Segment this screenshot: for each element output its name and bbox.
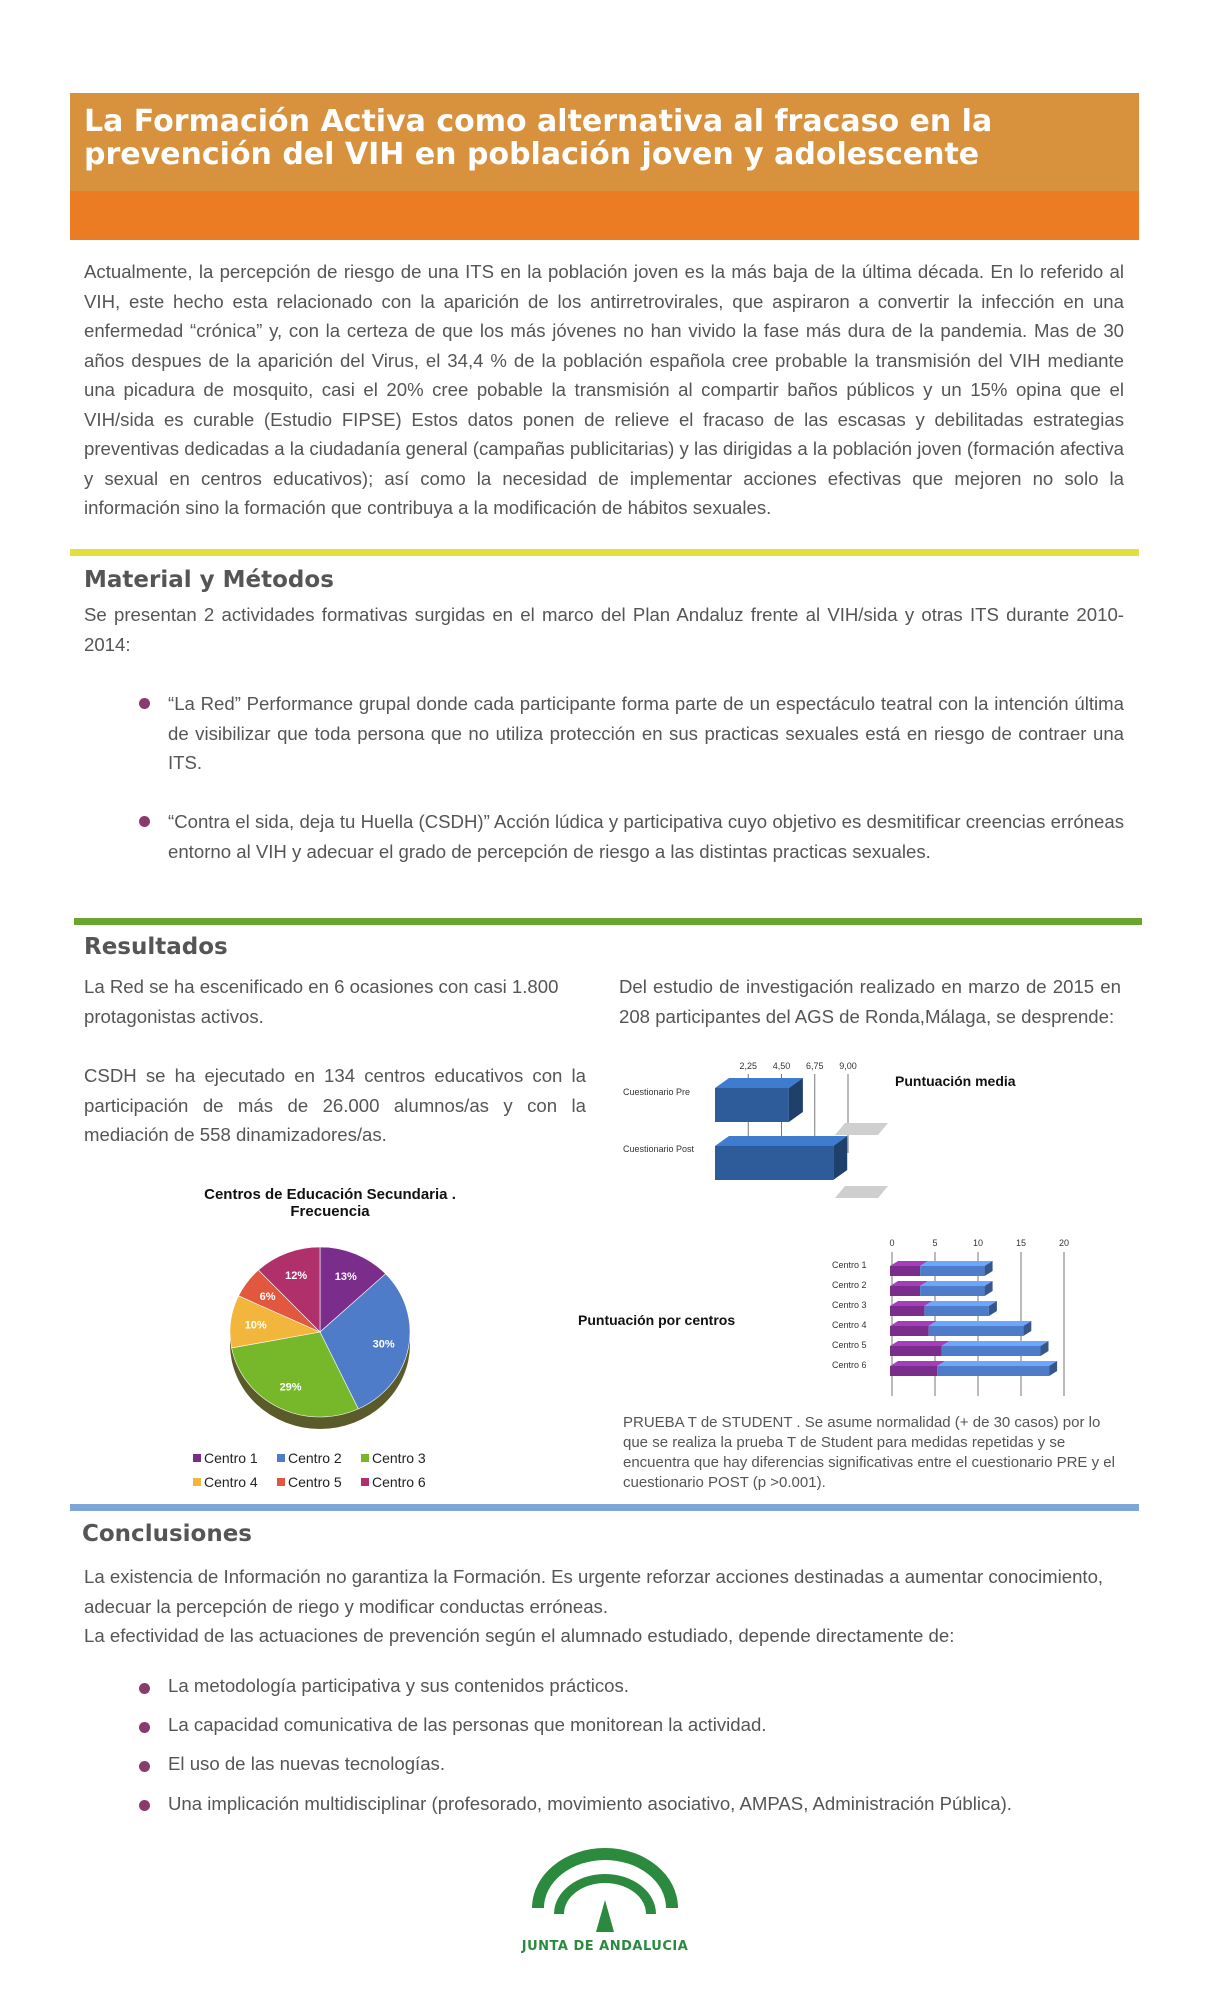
methods-bullet-2: “Contra el sida, deja tu Huella (CSDH)” Acción lúdica y participativa cuyo objetivo es desmitificar creencias erróneas entorno al VIH y adecuar el grado de percepción de riesgo a las distintas practicas sexuales. bbox=[168, 811, 1124, 862]
bar-segment bbox=[937, 1366, 1049, 1376]
legend-swatch bbox=[193, 1478, 201, 1486]
legend-swatch bbox=[277, 1478, 285, 1486]
legend-item bbox=[193, 1474, 258, 1490]
bullet-icon bbox=[139, 816, 150, 827]
legend-item bbox=[193, 1450, 258, 1466]
conclusion-bullet-1: La metodología participativa y sus contenidos prácticos. bbox=[168, 1675, 629, 1696]
x-tick-label: 0 bbox=[889, 1238, 895, 1248]
bullet-icon bbox=[139, 1800, 150, 1811]
category-label: Centro 4 bbox=[832, 1320, 867, 1330]
conclusions-text-1: La existencia de Información no garantiza la Formación. Es urgente reforzar acciones destinadas a aumentar conocimiento, adecuar la percepción de riego y modificar conductas erróneas. bbox=[84, 1566, 1104, 1617]
pie-legend bbox=[193, 1450, 453, 1494]
section-divider-methods bbox=[70, 549, 1139, 556]
bar-shadow bbox=[835, 1186, 888, 1198]
bar bbox=[715, 1088, 789, 1122]
legend-swatch bbox=[361, 1454, 369, 1462]
bar-segment bbox=[890, 1326, 929, 1336]
methods-intro: Se presentan 2 actividades formativas surgidas en el marco del Plan Andaluz frente al VIH/sida y otras ITS durante 2010-2014: bbox=[84, 604, 1124, 655]
conclusion-bullet-3: El uso de las nuevas tecnologías. bbox=[168, 1753, 446, 1774]
legend-item bbox=[361, 1474, 426, 1490]
bar-top bbox=[890, 1361, 945, 1366]
x-tick-label: 10 bbox=[972, 1238, 984, 1248]
bar-top bbox=[715, 1136, 847, 1146]
legend-label: Centro 2 bbox=[288, 1450, 342, 1466]
bar-segment bbox=[920, 1266, 985, 1276]
legend-item bbox=[277, 1474, 342, 1490]
x-tick-label: 9,00 bbox=[839, 1061, 857, 1071]
x-tick-label: 4,50 bbox=[772, 1061, 791, 1071]
t-test-note: PRUEBA T de STUDENT . Se asume normalidad (+ de 30 casos) por lo que se realiza la prueba T de Student para medidas repetidas y se encuentra que hay diferencias significativas entre el cuestionario PRE y el cuestionario POST (p >0.001). bbox=[623, 1414, 1115, 1491]
bar-segment bbox=[890, 1306, 924, 1316]
bar-chart-media-title: Puntuación media bbox=[895, 1073, 1016, 1089]
x-tick-label: 15 bbox=[1015, 1238, 1027, 1248]
methods-title: Material y Métodos bbox=[84, 567, 334, 593]
pie-data-label: 12% bbox=[285, 1270, 308, 1283]
conclusions-text bbox=[84, 1562, 1124, 1651]
category-label: Centro 6 bbox=[832, 1360, 867, 1370]
bar-chart-centros-title: Puntuación por centros bbox=[578, 1312, 736, 1328]
category-label: Cuestionario Pre bbox=[623, 1087, 691, 1097]
page-title: La Formación Activa como alternativa al fracaso en la prevención del VIH en población joven y adolescente bbox=[84, 104, 993, 172]
intro-paragraph: Actualmente, la percepción de riesgo de una ITS en la población joven es la más baja de la última década. En lo referido al VIH, este hecho esta relacionado con la aparición de los antirretrovirales, que aspiraron a convertir la infección en una enfermedad “crónica” y, con la certeza de que los más jóvenes no han vivido la fase más dura de la pandemia. Mas de 30 años despues de la aparición del Virus, el 34,4 % de la población española cree probable la transmisión del VIH mediante una picadura de mosquito, casi el 20% cree pobable la transmisión al compartir baños públicos y un 15% opina que el VIH/sida es curable (Estudio FIPSE) Estos datos ponen de relieve el fracaso de las escasas y debilitadas estrategias preventivas dedicadas a la ciudadanía general (campañas publicitarias) y las dirigidas a la población joven (formación afectiva y sexual en centros educativos); así como la necesidad de implementar acciones efectivas que mejoren no solo la información sino la formación que contribuya a la modificación de hábitos sexuales. bbox=[84, 261, 1124, 518]
bar-segment bbox=[924, 1306, 989, 1316]
results-title: Resultados bbox=[84, 934, 228, 960]
bar-segment bbox=[920, 1286, 985, 1296]
x-tick-label: 5 bbox=[932, 1238, 938, 1248]
legend-swatch bbox=[193, 1454, 201, 1462]
legend-label: Centro 6 bbox=[372, 1474, 426, 1490]
bar-segment bbox=[890, 1346, 942, 1356]
legend-label: Centro 3 bbox=[372, 1450, 426, 1466]
bar-chart-media bbox=[620, 1058, 890, 1218]
bar-top bbox=[937, 1361, 1057, 1366]
logo-arch-icon bbox=[520, 1846, 690, 1938]
pie-data-label: 13% bbox=[334, 1270, 357, 1283]
logo-text: JUNTA DE ANDALUCIA bbox=[521, 1939, 689, 1954]
category-label: Cuestionario Post bbox=[623, 1144, 695, 1154]
bullet-icon bbox=[139, 698, 150, 709]
results-study: Del estudio de investigación realizado en marzo de 2015 en 208 participantes del AGS de Ronda,Málaga, se desprende: bbox=[619, 976, 1121, 1027]
bar-top bbox=[920, 1261, 993, 1266]
pie-chart bbox=[220, 1240, 420, 1440]
bar-segment bbox=[929, 1326, 1024, 1336]
results-la-red: La Red se ha escenificado en 6 ocasiones con casi 1.800 protagonistas activos. bbox=[84, 976, 559, 1027]
bar-top bbox=[890, 1321, 937, 1326]
pie-data-label: 6% bbox=[259, 1291, 276, 1304]
bullet-icon bbox=[139, 1761, 150, 1772]
x-tick-label: 6,75 bbox=[805, 1061, 824, 1071]
category-label: Centro 2 bbox=[832, 1280, 867, 1290]
results-csdh: CSDH se ha ejecutado en 134 centros educativos con la participación de más de 26.000 alumnos/as y con la mediación de 558 dinamizadores/as. bbox=[84, 1065, 586, 1145]
pie-data-label: 10% bbox=[244, 1319, 267, 1332]
bar-top bbox=[715, 1078, 803, 1088]
pie-chart-title: Centros de Educación Secundaria . Frecuencia bbox=[204, 1186, 456, 1220]
section-divider-results bbox=[74, 918, 1142, 925]
bar-segment bbox=[890, 1266, 920, 1276]
legend-label: Centro 1 bbox=[204, 1450, 258, 1466]
conclusion-bullet-2: La capacidad comunicativa de las personas que monitorean la actividad. bbox=[168, 1714, 767, 1735]
pie-data-label: 30% bbox=[372, 1338, 395, 1351]
methods-bullet-1: “La Red” Performance grupal donde cada participante forma parte de un espectáculo teatral con la intención última de visibilizar que toda persona que no utiliza protección en sus practicas sexuales está en riesgo de contraer una ITS. bbox=[168, 693, 1124, 773]
header-bottom-band bbox=[70, 191, 1139, 240]
bar-top bbox=[890, 1341, 950, 1346]
bullet-icon bbox=[139, 1722, 150, 1733]
bar-top bbox=[920, 1281, 993, 1286]
bar-segment bbox=[942, 1346, 1041, 1356]
legend-swatch bbox=[361, 1478, 369, 1486]
bar-top bbox=[942, 1341, 1049, 1346]
category-label: Centro 1 bbox=[832, 1260, 867, 1270]
bullet-icon bbox=[139, 1683, 150, 1694]
legend-label: Centro 5 bbox=[288, 1474, 342, 1490]
bar-shadow bbox=[835, 1123, 888, 1135]
legend-item bbox=[361, 1450, 426, 1466]
junta-andalucia-logo bbox=[520, 1846, 690, 1966]
bar-chart-centros bbox=[820, 1226, 1140, 1398]
section-divider-conclusions bbox=[70, 1504, 1139, 1511]
x-tick-label: 20 bbox=[1058, 1238, 1070, 1248]
bar bbox=[715, 1146, 833, 1180]
x-tick-label: 2,25 bbox=[739, 1061, 758, 1071]
category-label: Centro 5 bbox=[832, 1340, 867, 1350]
bar-segment bbox=[890, 1286, 920, 1296]
legend-swatch bbox=[277, 1454, 285, 1462]
header-banner bbox=[70, 93, 1139, 240]
category-label: Centro 3 bbox=[832, 1300, 867, 1310]
bar-segment bbox=[890, 1366, 937, 1376]
conclusions-title: Conclusiones bbox=[82, 1521, 252, 1547]
legend-item bbox=[277, 1450, 342, 1466]
legend-label: Centro 4 bbox=[204, 1474, 258, 1490]
bar-top bbox=[929, 1321, 1032, 1326]
bar-top bbox=[924, 1301, 997, 1306]
conclusions-text-2: La efectividad de las actuaciones de prevención según el alumnado estudiado, depende directamente de: bbox=[84, 1625, 955, 1646]
pie-data-label: 29% bbox=[279, 1381, 302, 1394]
conclusion-bullet-4: Una implicación multidisciplinar (profesorado, movimiento asociativo, AMPAS, Administración Pública). bbox=[168, 1793, 1012, 1814]
